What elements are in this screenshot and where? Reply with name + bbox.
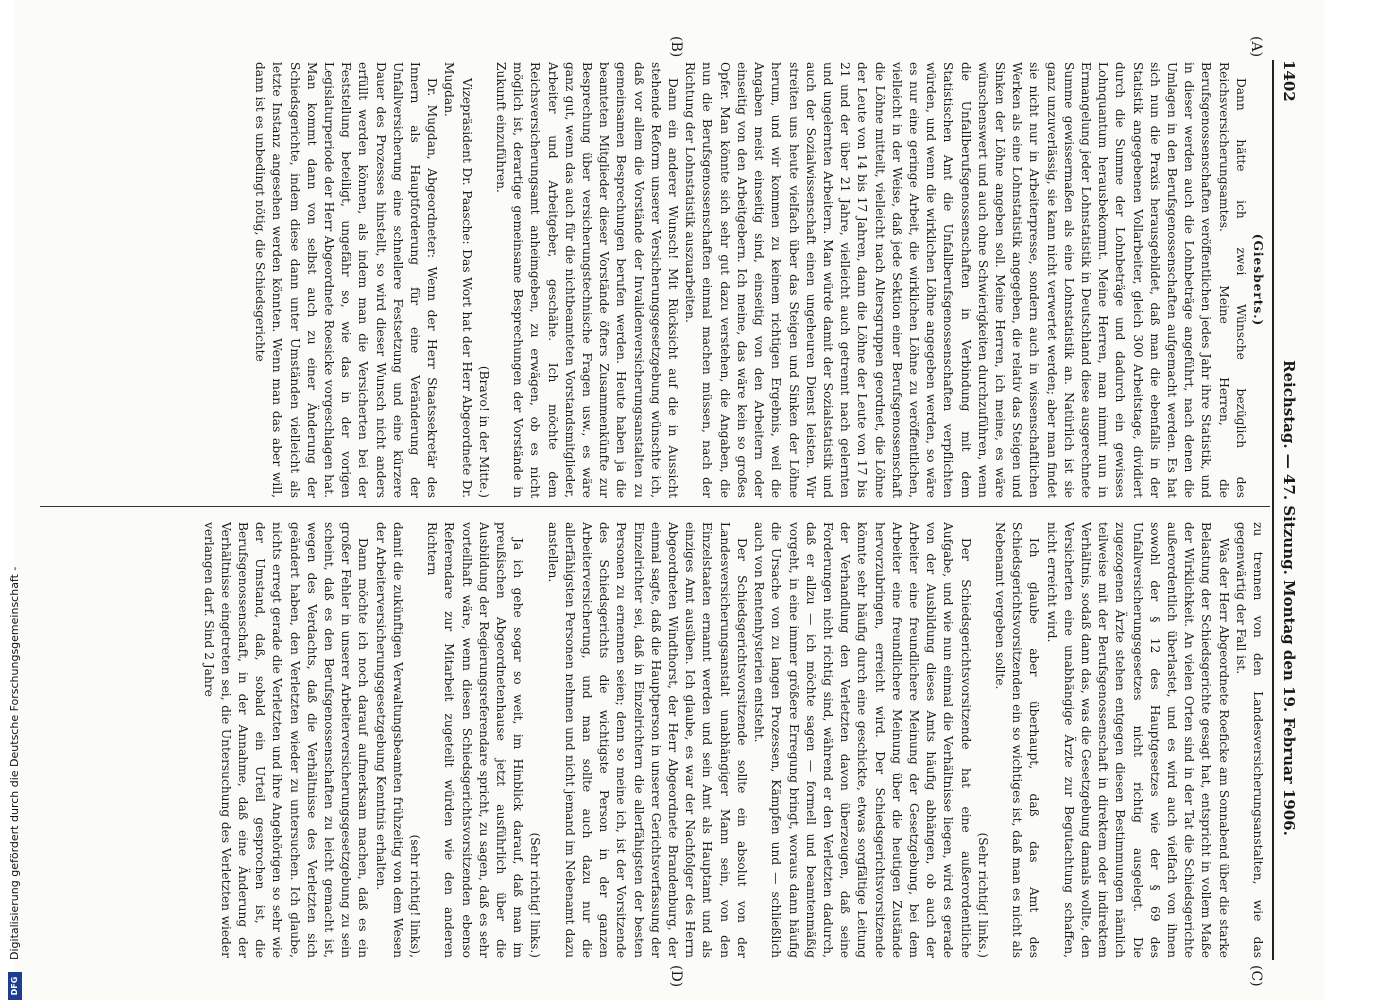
page-header: [1278, 60, 1298, 960]
header-rule: [1272, 60, 1274, 960]
paragraph: Dr. Mugdan, Abgeordneter: Wenn der Herr Staatssekretär des Innern als Hauptforderung für eine Veränderung der Unfallversicherung eine schnellere Festsetzung und eine kürzere Dauer des Prozesses hinstellt, so wird dieser Wunsch nicht anders erfüllt werden können, als indem man die Versicherten bei der Feststellung beteiligt, ungefähr so, wie das in der vorigen Legislaturperiode der Herr Abgeordnete Roesicke vorgeschlagen hat. Man kommt dann von selbst auch zu einer Änderung der Schiedsgerichte, indem diese dann unter Umständen vielleicht als letzte Instanz angesehen werden könnten. Wenn man das aber will, dann ist es unbedingt nötig, die Schiedsgerichte: [253, 62, 440, 498]
footer-text: Digitalisierung gefördert durch die Deutsche Forschungsgemeinschaft -: [8, 566, 21, 960]
paragraph: Der Schiedsgerichtsvorsitzende sollte ein absolut von der Landesversicherungsanstalt unabhängiger Mann sein, von den Einzelstaaten ernannt werden und sein Amt als Hauptamt und als einziges Amt ausüben. Ich glaube, es war der Nachfolger des Herrn Abgeordneten Windthorst, der Herr Abgeordnete Brandenburg, der einmal sagte, daß die Hauptperson in unserer Gerichtsverfassung der Einzelrichter sei, daß in Einzelrichtern die allerfähigsten der besten Personen zu ernennen seien; denn so meine ich, ist der Vorsitzende des Schiedsgerichts die wichtigste Person in der ganzen Arbeiterversicherung, und man sollte auch dazu nur die allerfähigsten Personen nehmen und nicht jemand im Nebenamt dazu anstellen.: [545, 522, 749, 958]
paragraph: Vizepräsident Dr. Paasche: Das Wort hat der Herr Abgeordnete Dr. Mugdan.: [442, 62, 474, 498]
interjection: (Sehr richtig! links.): [528, 832, 543, 958]
interjection: (sehr richtig! links),: [408, 834, 423, 958]
paragraph: Ja ich gehe sogar so weit, im Hinblick darauf, daß man im preußischen Abgeordnetenhause jetzt ausführlich über die Ausbildung der Regierungsreferendare spricht, zu sagen, daß es sehr vorteilhaft wäre, wenn diesen Schiedsgerichtsvorsitzenden ebenso Referendare zur Mitarbeit zugeteilt würden wie den anderen Richtern: [425, 522, 526, 958]
paragraph: Dann hätte ich zwei Wünsche bezüglich des Reichsversicherungsamtes. Meine Herren, die Berufsgenossenschaften veröffentlichen jedes Jahr ihre Statistik, und in dieser werden auch die Lohnbeträge angeführt, nach denen die Umlagen in den Berufsgenossenschaften aufgemacht werden. Es hat sich nun die Praxis herausgebildet, daß man die ebenfalls in der Statistik angegebenen Vollarbeiter, gleich 300 Arbeitstage, dividiert durch die Summe der Lohnbeträge und dadurch ein gewisses Lohnquantum herausbekommt. Meine Herren, man nimmt nun in Ermangelung jeder Lohnstatistik in Deutschland diese ausgerechnete Summe gewissermaßen als eine Lohnstatistik an. Natürlich ist sie ganz unzuverlässig, sie kann nicht verwertet werden; aber man findet sie nicht nur in Arbeiterpresse, sondern auch in wissenschaftlichen Werken als eine Lohnstatistik angegeben, die relativ das Steigen und Sinken der Löhne angeben soll. Meine Herren, ich meine, es wäre wünschenswert und auch ohne Schwierigkeiten durchzuführen, wenn die Unfallberufsgenossenschaften in Verbindung mit dem Statistischen Amt die Unfallberufsgenossenschaften verpflichten würden, und wenn die wirklichen Löhne angegeben werden, so wäre es nur eine geringe Arbeit, die wirklichen Löhne zu veröffentlichen, vielleicht in der Weise, daß jede Sektion einer Berufsgenossenschaft die Löhne mitteilt, vielleicht nach Altersgruppen geordnet, die Löhne der Leute von 14 bis 17 Jahren, dann die Löhne der Leute von 17 bis 21 und der über 21 Jahre, vielleicht auch getrennt nach gelernten und ungelernten Arbeitern. Man würde damit der Sozialstatistik und auch der Sozialwissenschaft einen ungeheuren Dienst leisten. Wir streiten uns heute vielfach über das Steigen und Sinken der Löhne herum, und wir kommen zu keinem richtigen Ergebnis, weil die Angaben meist einseitig sind, einseitig von den Arbeitern oder einseitig von den Arbeitgebern. Ich meine, das wäre kein so großes Opfer. Man könnte sich sehr gut dazu verstehen, die Angaben, die nun die Berufsgenossenschaften einmal machen müssen, nach der Richtung der Lohnstatistik auszuarbeiten.: [683, 62, 1248, 498]
paragraph: Ich glaube aber überhaupt, daß das Amt des Schiedsgerichtsvorsitzenden ein so wichtiges ist, daß man es nicht als Nebenamt vergeben sollte.: [992, 522, 1042, 958]
paragraph: Was der Herr Abgeordnete Roeficke am Sonnabend über die starke Belastung der Schiedsgerichte gesagt hat, entspricht in vollem Maße der Wirklichkeit. An vielen Orten sind in der Tat die Schiedsgerichte außerordentlich überlastet, und es wird auch vielfach von ihnen sowohl der § 12 des Hauptgesetzes wie der § 69 des Unfallversicherungsgesetzes nicht richtig ausgelegt. Die zugezogenen Ärzte stehen entgegen diesen Bestimmungen nämlich teilweise mit der Berufsgenossenschaft in direktem oder indirektem Verhältnis, sodaß dann das, was die Gesetzgebung damals wollte, den Versicherten eine unabhängige Ärzte zur Begutachtung schaffen, nicht erreicht wird.: [1044, 522, 1231, 958]
paragraph: zu trennen von den Landesversicherungsanstalten, wie das gegenwärtig der Fall ist.: [1233, 522, 1265, 958]
margin-marker-a: (A): [1248, 36, 1264, 58]
scanned-page: [14, 0, 1324, 1000]
left-column: [36, 62, 1266, 498]
digitization-footer: [8, 0, 24, 1000]
speaker-tag: (Giesberts.): [1251, 233, 1265, 327]
dfg-logo: DFG: [8, 972, 22, 1000]
session-title: Reichstag. — 47. Sitzung.: [1280, 360, 1298, 575]
paragraph: Der Schiedsgerichtsvorsitzende hat eine außerordentliche Aufgabe, und wie nun einmal die Verhältnisse liegen, wird es gerade von der Ausbildung dieses Amts häufig abhängen, ob auch der Arbeiter eine freundlichere Meinung der Gesetzgebung, bei dem Arbeiter eine freundlichere Meinung über die heutigen Zustände hervorzubringen, erreicht wird. Der Schiedsgerichtsvorsitzende könnte sehr häufig durch eine geschickte, etwas sorgfältige Leitung der Verhandlung den Verletzten davon überzeugen, daß seine Forderungen nicht richtig sind, während er den Verletzten dadurch, daß er allzu — ich möchte sagen — formell und beamtenmäßig vorgeht, in eine immer größere Erregung bringt, woraus dann häufig die Ursache von zu langen Prozessen, Kämpfen und — schließlich auch von Rentenhysterien entsteht.: [752, 522, 973, 958]
paragraph: Dann ein anderer Wunsch! Mit Rücksicht auf die in Aussicht stehende Reform unserer Versicherungsgesetzgebung wünschte ich, daß vor allem die Vorstände der Invalidenversicherungsanstalten zu gemeinsamen Besprechungen berufen werden. Heute haben ja die beamteten Mitglieder dieser Vorstände öfters Zusammenkünfte zur Besprechung über versicherungstechnische Fragen usw., es wäre ganz gut, wenn das auch für die nichtbeamteten Vorstandsmitglieder, Arbeiter und Arbeitgeber, geschähe. Ich möchte dem Reichsversicherungsamt anheimgeben, zu erwägen, ob es nicht möglich ist, derartige gemeinsame Besprechungen der Vorstände in Zukunft einzuführen.: [494, 62, 681, 498]
margin-marker-d: (D): [668, 965, 684, 988]
paragraph: Dann möchte ich noch darauf aufmerksam machen, daß es ein großer Fehler in unserer Arbeiterversicherungsgesetzgebung zu sein scheint, daß es den Berufsgenossenschaften zu leicht gemacht ist, wegen des Verdachts, daß die Verhältnisse des Verletzten sich geändert haben, den Verletzten wieder zu untersuchen. Ich glaube, nichts erregt gerade die Verletzten und ihre Angehörigen so sehr wie der Umstand, daß, sobald ein Urteil gesprochen ist, die Berufsgenossenschaft, in der Annahme, daß eine Änderung der Verhältnisse eingetreten sei, die Untersuchung des Verletzten wieder verlangen darf. Sind 2 Jahre: [201, 522, 371, 958]
applause-note: (Bravo! in der Mitte.): [476, 365, 491, 498]
right-column: [36, 522, 1266, 958]
margin-marker-b: (B): [668, 36, 684, 58]
margin-marker-c: (C): [1248, 965, 1264, 987]
session-date: Montag den 19. Februar 1906.: [1280, 580, 1298, 836]
interjection: (Sehr richtig! links.): [975, 832, 990, 958]
page-number: 1402: [1280, 60, 1298, 102]
paragraph: damit die zukünftigen Verwaltungsbeamten frühzeitig von dem Wesen der Arbeiterversicherungsgesetzgebung Kenntnis erhalten.: [373, 522, 405, 958]
column-divider: [40, 506, 1270, 507]
